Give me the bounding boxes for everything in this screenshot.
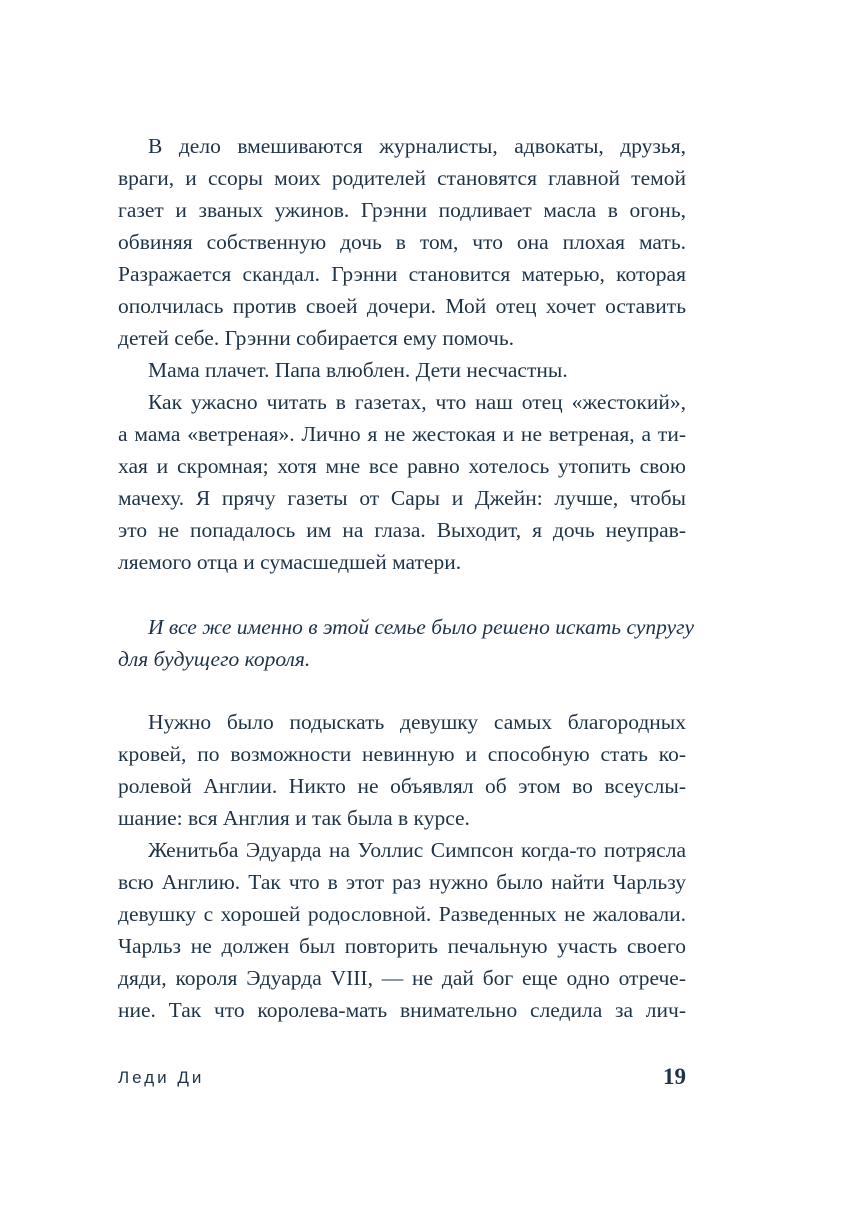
text-line: хая и скромная; хотя мне все равно хотелось утопить свою xyxy=(118,454,686,478)
running-footer-title: Леди Ди xyxy=(118,1068,205,1087)
italic-text-line: для будущего короля. xyxy=(118,647,311,671)
text-line: ние. Так что королева-мать внимательно следила за лич- xyxy=(118,998,686,1022)
text-line: Мама плачет. Папа влюблен. Дети несчастны. xyxy=(148,358,568,382)
text-line: это не попадалось им на глаза. Выходит, я дочь неуправ- xyxy=(118,518,686,542)
text-line: Разражается скандал. Грэнни становится матерью, которая xyxy=(118,262,686,286)
italic-text-line: И все же именно в этой семье было решено искать супругу xyxy=(148,615,695,639)
text-line: враги, и ссоры моих родителей становятся главной темой xyxy=(118,166,686,190)
text-line: девушку с хорошей родословной. Разведенных не жаловали. xyxy=(118,902,686,926)
text-line: детей себе. Грэнни собирается ему помочь. xyxy=(118,326,515,350)
text-line: ополчилась против своей дочери. Мой отец хочет оставить xyxy=(118,294,686,318)
text-line: Нужно было подыскать девушку самых благородных xyxy=(148,710,686,734)
text-line: обвиняя собственную дочь в том, что она плохая мать. xyxy=(118,230,686,254)
text-line: мачеху. Я прячу газеты от Сары и Джейн: лучше, чтобы xyxy=(118,486,686,510)
text-line: Как ужасно читать в газетах, что наш отец «жестокий», xyxy=(148,390,686,414)
text-line: Чарльз не должен был повторить печальную участь своего xyxy=(118,934,686,958)
text-line: ляемого отца и сумасшедшей матери. xyxy=(118,550,462,574)
text-line: Женитьба Эдуарда на Уоллис Симпсон когда-то потрясла xyxy=(148,838,686,862)
text-line: ролевой Англии. Никто не объявлял об этом во всеуслы- xyxy=(118,774,686,798)
page-number: 19 xyxy=(663,1064,686,1089)
text-line: В дело вмешиваются журналисты, адвокаты, друзья, xyxy=(148,134,686,158)
text-line: дяди, короля Эдуарда VIII, — не дай бог еще одно отрече- xyxy=(118,966,686,990)
text-line: газет и званых ужинов. Грэнни подливает масла в огонь, xyxy=(118,198,686,222)
text-line: а мама «ветреная». Лично я не жестокая и не ветреная, а ти- xyxy=(118,422,686,446)
text-line: кровей, по возможности невинную и способную стать ко- xyxy=(118,742,686,766)
text-line: всю Англию. Так что в этот раз нужно было найти Чарльзу xyxy=(118,870,686,894)
text-line: шание: вся Англия и так была в курсе. xyxy=(118,806,470,830)
